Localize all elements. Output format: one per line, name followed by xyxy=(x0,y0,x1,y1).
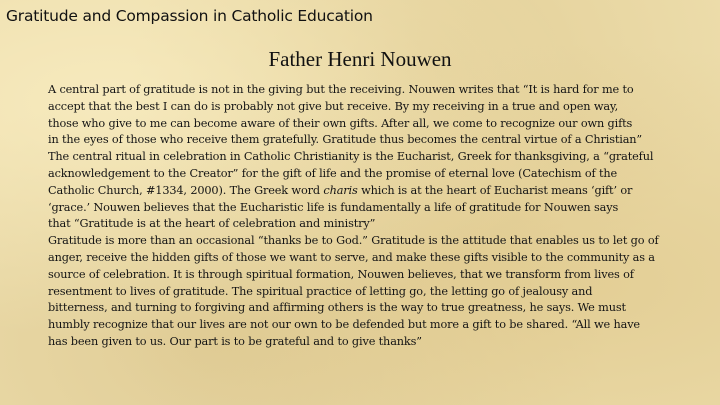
body-line: The central ritual in celebration in Catholic Christianity is the Eucharist, Greek for thanksgiving, a “grateful xyxy=(48,150,654,164)
body-line: Gratitude is more than an occasional “thanks be to God.” Gratitude is the attitude that enables us to let go of xyxy=(48,234,659,248)
body-line: A central part of gratitude is not in the giving but the receiving. Nouwen writes that “It is hard for me to xyxy=(48,83,634,96)
body-line: accept that the best I can do is probably not give but receive. By my receiving in a true and open way, xyxy=(48,99,619,113)
body-line: bitterness, and turning to forgiving and affirming others is the way to true greatness, he says. We must xyxy=(48,301,626,315)
body-text xyxy=(48,82,712,351)
italic-word: charis xyxy=(323,183,358,197)
slide-title: Father Henri Nouwen xyxy=(268,47,452,71)
body-line: ‘grace.’ Nouwen believes that the Eucharistic life is fundamentally a life of gratitude for Nouwen says xyxy=(48,200,619,214)
body-line: source of celebration. It is through spiritual formation, Nouwen believes, that we transform from lives of xyxy=(48,267,634,281)
body-line: humbly recognize that our lives are not our own to be defended but more a gift to be shared. “All we have xyxy=(48,318,640,332)
body-line: those who give to me can become aware of their own gifts. After all, we come to recognize our own gifts xyxy=(48,116,633,130)
body-line-text: which is at the heart of Eucharist means ‘gift’ or xyxy=(357,183,633,197)
body-line: in the eyes of those who receive them gratefully. Gratitude thus becomes the central virtue of a Christian” xyxy=(48,133,643,147)
body-line-text: Catholic Church, #1334, 2000). The Greek word xyxy=(48,183,320,197)
body-line: has been given to us. Our part is to be grateful and to give thanks” xyxy=(48,334,422,348)
body-line xyxy=(48,183,712,200)
body-line: acknowledgement to the Creator” for the gift of life and the promise of eternal love (Catechism of the xyxy=(48,166,618,180)
body-line: resentment to lives of gratitude. The spiritual practice of letting go, the letting go of jealousy and xyxy=(48,284,593,298)
body-line: anger, receive the hidden gifts of those we want to serve, and make these gifts visible to the community as a xyxy=(48,250,655,264)
body-line: that “Gratitude is at the heart of celebration and ministry” xyxy=(48,217,376,231)
slide-header: Gratitude and Compassion in Catholic Education xyxy=(6,7,373,25)
